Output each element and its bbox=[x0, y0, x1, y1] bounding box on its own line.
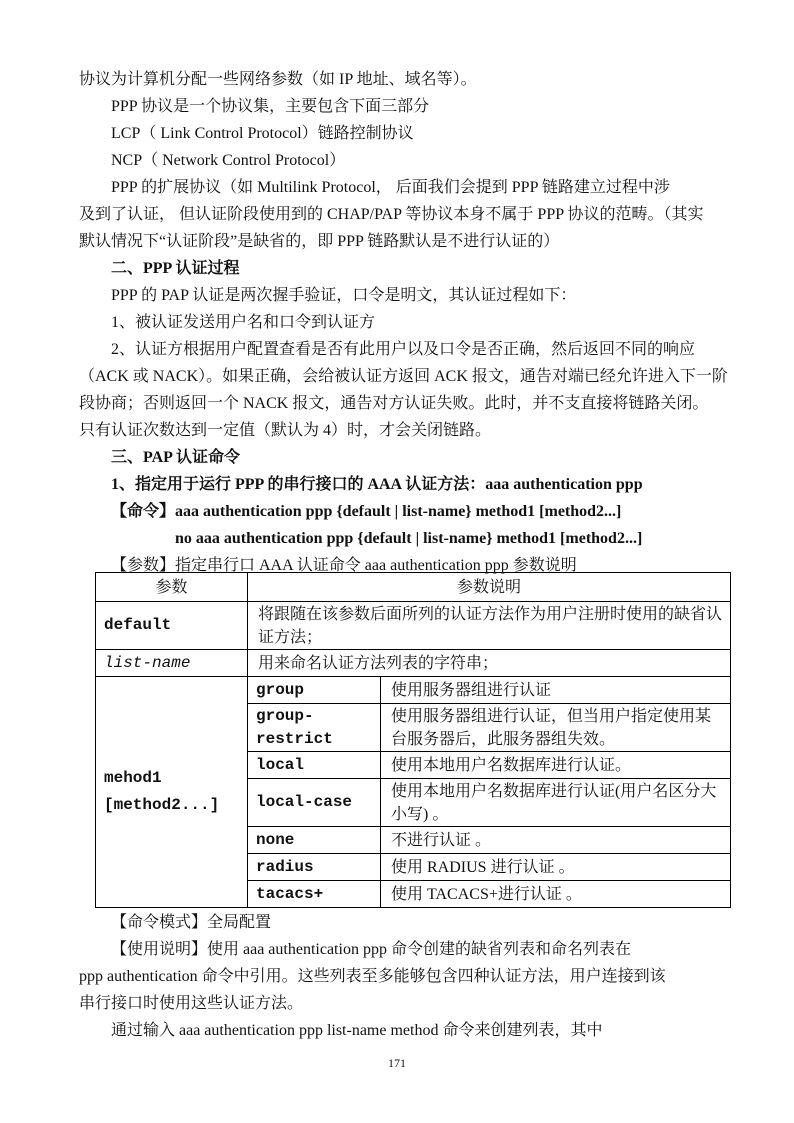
method-key-cell: group bbox=[248, 677, 381, 704]
method-desc-cell: 使用 RADIUS 进行认证 。 bbox=[381, 854, 731, 881]
desc-cell: 用来命名认证方法列表的字符串； bbox=[248, 650, 731, 677]
paragraph-line: 只有认证次数达到一定值（默认为 4）时，才会关闭链路。 bbox=[79, 422, 492, 439]
paragraph-line: 通过输入 aaa authentication ppp list-name method 命令来创建列表，其中 bbox=[111, 1022, 603, 1039]
method-desc-cell: 使用本地用户名数据库进行认证(用户名区分大小写) 。 bbox=[381, 779, 731, 827]
command-mode-line: 【命令模式】全局配置 bbox=[111, 914, 272, 931]
method-key-cell: local bbox=[248, 752, 381, 779]
usage-note-line: 串行接口时使用这些认证方法。 bbox=[79, 995, 304, 1012]
parameter-table bbox=[95, 572, 731, 908]
paragraph-line: PPP 的 PAP 认证是两次握手验证，口令是明文，其认证过程如下： bbox=[111, 287, 577, 304]
desc-header-cell: 参数说明 bbox=[248, 573, 731, 602]
method-desc-cell: 使用 TACACS+进行认证 。 bbox=[381, 881, 731, 908]
paragraph-line: 默认情况下“认证阶段”是缺省的，即 PPP 链路默认是不进行认证的） bbox=[79, 233, 560, 250]
command-syntax-line-no-form: no aaa authentication ppp {default | list-name} method1 [method2...] bbox=[175, 530, 643, 547]
method-key-cell: local-case bbox=[248, 779, 381, 827]
usage-note-line: 【使用说明】使用 aaa authentication ppp 命令创建的缺省列表和命名列表在 bbox=[111, 941, 631, 958]
paragraph-line: PPP 的扩展协议（如 Multilink Protocol， 后面我们会提到 PPP 链路建立过程中涉 bbox=[111, 179, 670, 196]
list-item-line: 2、认证方根据用户配置查看是否有此用户以及口令是否正确，然后返回不同的响应 bbox=[111, 341, 696, 358]
method-desc-cell: 不进行认证 。 bbox=[381, 827, 731, 854]
method-param-cell bbox=[96, 677, 248, 908]
usage-note-line: ppp authentication 命令中引用。这些列表至多能够包含四种认证方法，用户连接到该 bbox=[79, 968, 666, 985]
method-key-cell: tacacs+ bbox=[248, 881, 381, 908]
table-row-list-name bbox=[96, 650, 731, 677]
paragraph-line: LCP（ Link Control Protocol）链路控制协议 bbox=[111, 125, 414, 142]
method-key-cell: none bbox=[248, 827, 381, 854]
subsection-heading-aaa-method: 1、指定用于运行 PPP 的串行接口的 AAA 认证方法：aaa authentication ppp bbox=[111, 476, 643, 493]
list-item-line: 1、被认证发送用户名和口令到认证方 bbox=[111, 314, 376, 331]
section-heading-ppp-auth-process: 二、PPP 认证过程 bbox=[111, 260, 240, 277]
paragraph-line: 段协商；否则返回一个 NACK 报文，通告对方认证失败。此时，并不支直接将链路关闭。 bbox=[79, 395, 709, 412]
desc-cell: 将跟随在该参数后面所列的认证方法作为用户注册时使用的缺省认证方法； bbox=[248, 602, 731, 650]
method-param-line2: [method2...] bbox=[104, 796, 220, 814]
paragraph-line: PPP 协议是一个协议集，主要包含下面三部分 bbox=[111, 98, 430, 115]
method-desc-cell: 使用服务器组进行认证，但当用户指定使用某台服务器后，此服务器组失效。 bbox=[381, 704, 731, 752]
paragraph-line: 协议为计算机分配一些网络参数（如 IP 地址、域名等）。 bbox=[79, 71, 477, 88]
method-key-cell: group-restrict bbox=[248, 704, 381, 752]
command-syntax-line: 【命令】aaa authentication ppp {default | list-name} method1 [method2...] bbox=[111, 503, 622, 520]
page-number: 171 bbox=[388, 1056, 406, 1070]
section-heading-pap-auth-command: 三、PAP 认证命令 bbox=[111, 449, 241, 466]
method-desc-cell: 使用本地用户名数据库进行认证。 bbox=[381, 752, 731, 779]
table-row-default bbox=[96, 602, 731, 650]
method-desc-cell: 使用服务器组进行认证 bbox=[381, 677, 731, 704]
param-cell: list-name bbox=[96, 650, 248, 677]
paragraph-line: （ACK 或 NACK）。如果正确，会给被认证方返回 ACK 报文，通告对端已经允许进入下一阶 bbox=[79, 368, 728, 385]
param-cell: default bbox=[96, 602, 248, 650]
table-row-group bbox=[96, 677, 731, 704]
paragraph-line: NCP（ Network Control Protocol） bbox=[111, 152, 346, 169]
document-body bbox=[79, 66, 728, 1044]
param-header-cell: 参数 bbox=[96, 573, 248, 602]
method-key-cell: radius bbox=[248, 854, 381, 881]
method-param-line1: mehod1 bbox=[104, 769, 162, 787]
parameter-caption-line: 【参数】指定串行口 AAA 认证命令 aaa authentication ppp 参数说明 bbox=[111, 557, 577, 574]
paragraph-line: 及到了认证， 但认证阶段使用到的 CHAP/PAP 等协议本身不属于 PPP 协议的范畴。（其实 bbox=[79, 206, 704, 223]
